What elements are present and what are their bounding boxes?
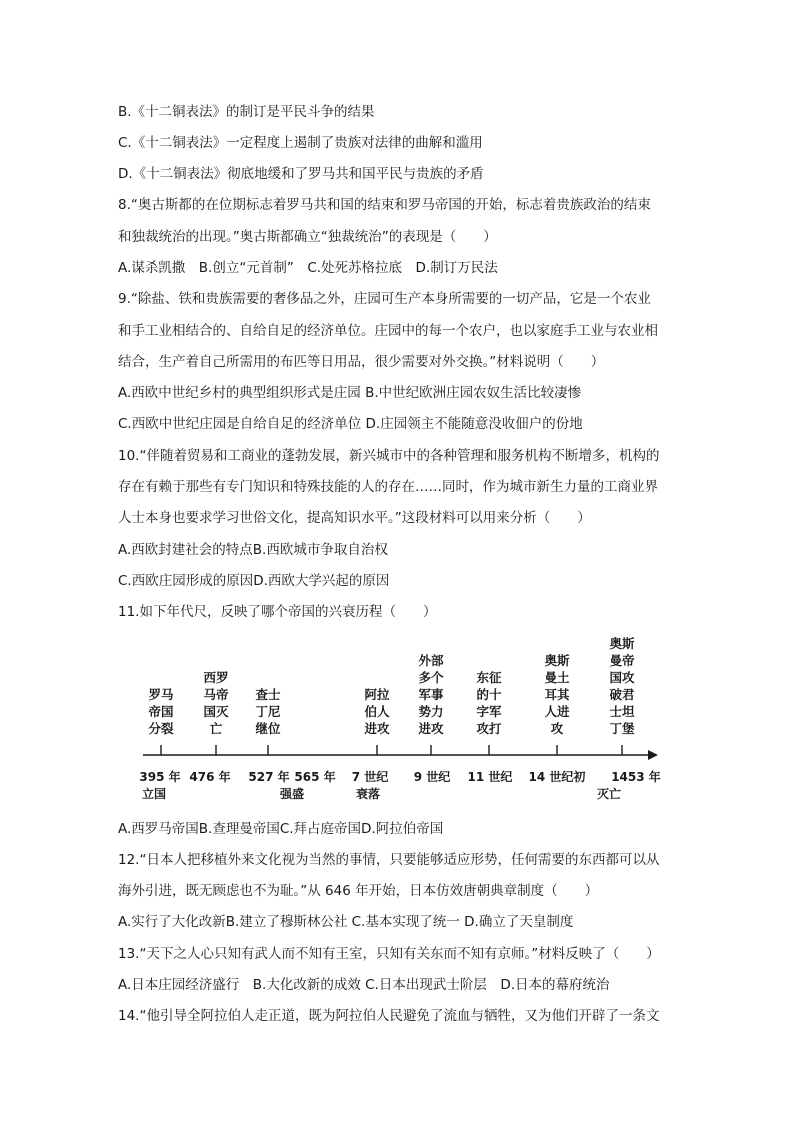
timeline-tick-label: 7 世纪 <box>351 770 389 784</box>
question-10-line-3: 人士本身也要求学习世俗文化，提高知识水平。”这段材料可以用来分析（ ） <box>118 510 591 526</box>
timeline-event-label: 丁堡 <box>609 721 635 736</box>
option-7d: D.《十二铜表法》彻底地缓和了罗马共和国平民与贵族的矛盾 <box>118 166 484 182</box>
timeline-event-label: 进攻 <box>364 721 390 736</box>
timeline-event-label: 攻 <box>550 721 564 736</box>
question-9-options-cd: C.西欧中世纪庄园是自给自足的经济单位 D.庄园领主不能随意没收佃户的份地 <box>118 416 583 432</box>
timeline-event-label: 破君 <box>609 687 635 702</box>
question-10-line-2: 存在有赖于那些有专门知识和特殊技能的人的存在……同时，作为城市新生力量的工商业界 <box>118 479 658 495</box>
question-9-options-ab: A.西欧中世纪乡村的典型组织形式是庄园 B.中世纪欧洲庄园农奴生活比较凄惨 <box>118 385 582 401</box>
timeline-event-label: 攻打 <box>476 721 502 736</box>
timeline-event-label: 西罗 <box>203 670 229 685</box>
timeline-event-label: 奥斯 <box>544 653 570 668</box>
question-9-line-1: 9.“除盐、铁和贵族需要的奢侈品之外，庄园可生产本身所需要的一切产品，它是一个农业 <box>118 291 651 307</box>
timeline-event-label: 阿拉 <box>364 687 390 702</box>
timeline-event-label: 士坦 <box>609 704 635 719</box>
timeline-tick-label: 565 年 <box>294 770 336 784</box>
timeline-tick-label: 11 世纪 <box>467 770 513 784</box>
timeline-tick-label: 476 年 <box>189 770 231 784</box>
timeline-event-label: 曼土 <box>544 670 570 685</box>
timeline-event-label: 国灭 <box>203 704 229 719</box>
question-9-line-2: 和手工业相结合的、自给自足的经济单位。庄园中的每一个农户，也以家庭手工业与农业相 <box>118 323 658 339</box>
question-11-options: A.西罗马帝国B.查理曼帝国C.拜占庭帝国D.阿拉伯帝国 <box>118 821 444 837</box>
timeline-event-label: 国攻 <box>609 670 635 685</box>
timeline-ticks <box>139 769 660 784</box>
timeline-event-label: 军事 <box>418 687 444 702</box>
timeline-event-label: 伯人 <box>364 704 390 719</box>
question-13-stem: 13.“天下之人心只知有武人而不知有王室，只知有关东而不知有京师。”材料反映了（ ） <box>118 946 660 962</box>
timeline-event-label: 东征 <box>476 670 502 685</box>
timeline-event-label: 耳其 <box>544 687 570 702</box>
timeline-tick-label: 14 世纪初 <box>528 770 586 784</box>
question-12-line-1: 12.“日本人把移植外来文化视为当然的事情，只要能够适应形势，任何需要的东西都可以从 <box>118 852 660 868</box>
question-8-options: A.谋杀凯撒 B.创立“元首制” C.处死苏格拉底 D.制订万民法 <box>118 260 498 276</box>
timeline-events <box>148 636 635 755</box>
question-8-line-1: 8.“奥古斯都的在位期标志着罗马共和国的结束和罗马帝国的开始，标志着贵族政治的结束 <box>118 197 651 213</box>
option-7b: B.《十二铜表法》的制订是平民斗争的结果 <box>118 104 375 120</box>
question-9-line-3: 结合，生产着自己所需用的布匹等日用品，很少需要对外交换。”材料说明（ ） <box>118 354 605 370</box>
timeline-event-label: 人进 <box>544 704 570 719</box>
question-8-line-2: 和独裁统治的出现。”奥古斯都确立“独裁统治”的表现是（ ） <box>118 229 497 245</box>
timeline-event-label: 查士 <box>255 687 281 702</box>
timeline-event-label: 外部 <box>418 653 444 668</box>
timeline-event-label: 丁尼 <box>255 704 281 719</box>
question-11-stem: 11.如下年代尺，反映了哪个帝国的兴衰历程（ ） <box>118 604 437 620</box>
question-12-options: A.实行了大化改新B.建立了穆斯林公社 C.基本实现了统一 D.确立了天皇制度 <box>118 914 574 930</box>
timeline-event-label: 字军 <box>476 704 502 719</box>
timeline-event-label: 罗马 <box>148 687 174 702</box>
option-7c: C.《十二铜表法》一定程度上遏制了贵族对法律的曲解和滥用 <box>118 135 483 151</box>
question-10-options-ab: A.西欧封建社会的特点B.西欧城市争取自治权 <box>118 542 388 558</box>
timeline-arrow-icon <box>648 750 658 760</box>
timeline-event-label: 亡 <box>209 721 223 736</box>
timeline-tick-label: 527 年 <box>248 770 290 784</box>
timeline-event-label: 曼帝 <box>609 653 635 668</box>
timeline-event-label: 奥斯 <box>609 636 635 651</box>
timeline-event-label: 马帝 <box>203 687 229 702</box>
question-13-options: A.日本庄园经济盛行 B.大化改新的成效 C.日本出现武士阶层 D.日本的幕府统治 <box>118 977 610 993</box>
timeline-phase-label: 衰落 <box>355 787 381 801</box>
timeline-event-label: 帝国 <box>148 704 174 719</box>
timeline-tick-label: 395 年 <box>139 770 181 784</box>
question-10-options-cd: C.西欧庄园形成的原因D.西欧大学兴起的原因 <box>118 573 390 589</box>
timeline-event-label: 进攻 <box>418 721 444 736</box>
timeline-tick-label: 9 世纪 <box>413 770 451 784</box>
question-12-line-2: 海外引进，既无顾虑也不为耻。”从 646 年开始，日本仿效唐朝典章制度（ ） <box>118 883 599 899</box>
timeline-phase-label: 立国 <box>141 787 167 801</box>
timeline-event-label: 势力 <box>418 704 444 719</box>
timeline-event-label: 分裂 <box>148 721 174 736</box>
timeline-event-label: 多个 <box>418 670 444 685</box>
timeline-phases <box>142 786 621 801</box>
question-10-line-1: 10.“伴随着贸易和工商业的蓬勃发展，新兴城市中的各种管理和服务机构不断增多，机构的 <box>118 448 660 464</box>
timeline-event-label: 的十 <box>476 687 502 702</box>
timeline-tick-label: 1453 年 <box>611 770 661 784</box>
timeline-phase-label: 强盛 <box>279 787 305 801</box>
question-14-line-1: 14.“他引导全阿拉伯人走正道，既为阿拉伯人民避免了流血与牺牲，又为他们开辟了一条文 <box>118 1008 660 1024</box>
timeline-event-label: 继位 <box>255 721 281 736</box>
timeline-phase-label: 灭亡 <box>596 787 622 801</box>
